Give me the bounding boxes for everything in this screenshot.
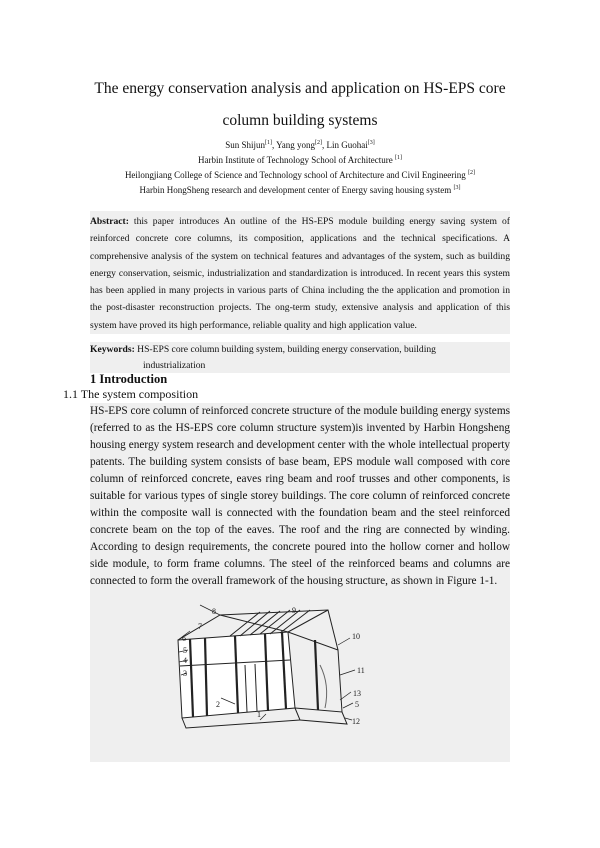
author-ref: [1]	[265, 140, 272, 146]
author-line	[0, 140, 600, 150]
house-structure-figure	[90, 590, 510, 762]
author-separator: ,	[322, 140, 327, 150]
keywords-label: Keywords:	[90, 344, 135, 355]
author-ref: [3]	[367, 140, 375, 146]
subsection-heading: 1.1 The system composition	[63, 387, 199, 401]
keywords	[90, 342, 510, 373]
paper-title-line2: column building systems	[222, 112, 378, 129]
affiliation-text: Harbin HongSheng research and development center of Energy saving housing system	[139, 185, 452, 195]
figure-label: 6	[182, 634, 186, 643]
affiliation-2	[0, 170, 600, 180]
figure-label: 13	[353, 689, 361, 698]
figure-label: 9	[292, 606, 296, 615]
figure-label: 10	[352, 632, 360, 641]
keywords-line2: industrialization	[143, 359, 206, 371]
figure-label: 11	[357, 666, 365, 675]
affiliation-3	[0, 185, 600, 195]
figure-label: 4	[183, 656, 187, 665]
author-name: Sun Shijun	[225, 140, 265, 150]
affiliation-ref: [2]	[468, 170, 476, 176]
figure-label: 7	[198, 622, 202, 631]
affiliation-text: Harbin Institute of Technology School of Architecture	[198, 155, 393, 165]
affiliation-ref: [1]	[394, 155, 402, 161]
abstract	[90, 211, 510, 334]
figure-label: 12	[352, 717, 360, 726]
body-paragraph: HS-EPS core column of reinforced concrete structure of the module building energy systems (referred to as the HS-EPS core column structure system)is invented by Harbin Hongsheng housing energy system research and development center with the whole intellectual property patents. The building system consists of base beam, EPS module wall composed with core column of reinforced concrete, eaves ring beam and roof trusses and other components, is suitable for various types of single storey buildings. The core column of reinforced concrete within the composite wall is connected with the foundation beam and the steel reinforced concrete beam on the top of the eaves. The roof and the ring are connected by winding. According to design requirements, the concrete poured into the hollow corner and hollow side module, to form frame columns. The steel of the reinforced beams and columns are connected to form the overall framework of the housing structure, as shown in Figure 1-1.	[90, 403, 510, 590]
abstract-label: Abstract:	[90, 216, 129, 227]
figure-label: 5	[355, 700, 359, 709]
abstract-text: this paper introduces An outline of the HS-EPS module building energy saving system of reinforced concrete core columns, its composition, applications and the technical specifications. A comprehensive analysis of the system on technical features and advantages of the system, such as building energy conservation, seismic, industrialization and standardization is introduced. In recent years this system has been applied in many projects in various parts of China including the the application and promotion in the post-disaster reconstruction projects. The ong-term study, extensive analysis and application of this system have proved its high performance, reliable quality and high application value.	[90, 216, 510, 331]
paper-title-line1: The energy conservation analysis and application on HS-EPS core	[94, 80, 506, 97]
keywords-line1: HS-EPS core column building system, building energy conservation, building	[137, 344, 436, 355]
affiliation-text: Heilongjiang College of Science and Technology school of Architecture and Civil Engineering	[124, 170, 466, 180]
figure-label: 1	[257, 710, 261, 719]
figure-label: 8	[212, 607, 216, 616]
figure-label: 5	[183, 646, 187, 655]
affiliation-1	[0, 155, 600, 165]
figure-label: 2	[216, 700, 220, 709]
affiliation-ref: [3]	[453, 185, 461, 191]
author-separator: ,	[272, 140, 277, 150]
figure-label: 3	[183, 669, 187, 678]
author-ref: [2]	[315, 140, 323, 146]
author-name: Yang yong	[276, 140, 316, 150]
section-heading: 1 Introduction	[90, 372, 168, 386]
author-name: Lin Guohai	[326, 140, 368, 150]
figure-area	[90, 590, 510, 762]
